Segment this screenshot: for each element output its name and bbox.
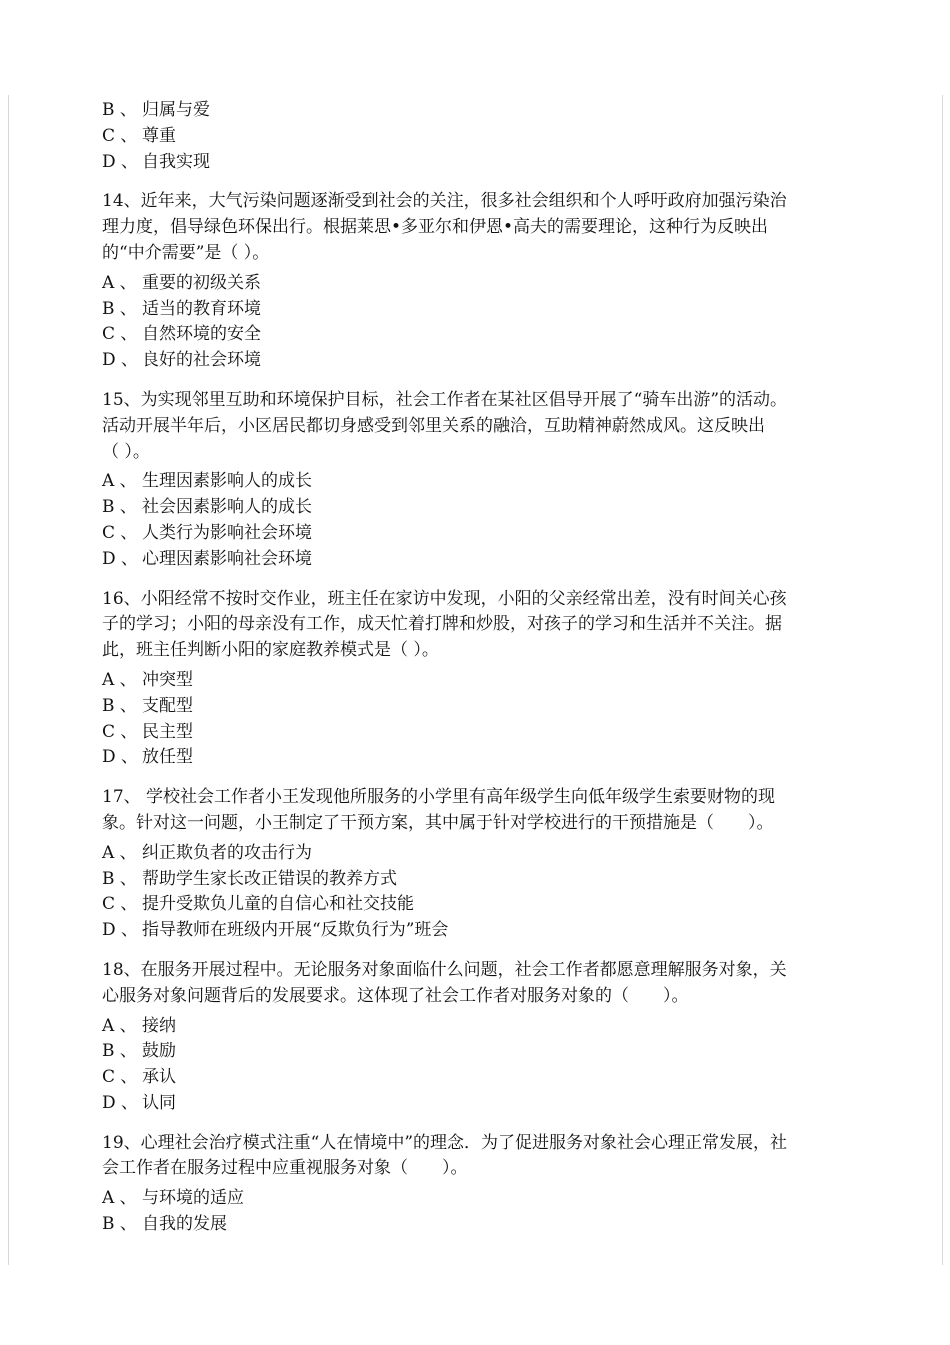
option-letter: C 、 [102,324,138,345]
stem-line: 会工作者在服务过程中应重视服务对象（ ）。 [102,1158,468,1179]
option-letter: B 、 [102,1214,137,1235]
stem-line: 象。针对这一问题，小王制定了干预方案，其中属于针对学校进行的干预措施是（ ）。 [102,812,774,833]
option-row [102,469,842,495]
option-row [102,521,842,547]
option-text: 接纳 [142,1015,176,1036]
stem-line: 的“中介需要”是（ ）。 [102,242,270,263]
option-text: 自我的发展 [142,1214,227,1235]
stem-line: 16、小阳经常不按时交作业，班主任在家访中发现，小阳的父亲经常出差，没有时间关心孩 [102,588,787,609]
question-17 [102,785,842,944]
option-text: 提升受欺负儿童的自信心和社交技能 [142,894,414,915]
stem-line: 18、在服务开展过程中。无论服务对象面临什么问题，社会工作者都愿意理解服务对象，关 [102,959,787,980]
option-row [102,867,842,893]
option-text: 归属与爱 [142,100,210,120]
option-text: 社会因素影响人的成长 [142,497,312,518]
stem-line: 心服务对象问题背后的发展要求。这体现了社会工作者对服务对象的（ ）。 [102,985,689,1006]
option-row [102,694,842,720]
option-text: 人类行为影响社会环境 [142,522,312,543]
option-letter: A 、 [102,272,137,293]
option-letter: C 、 [102,522,138,543]
option-letter: B 、 [102,695,137,716]
option-letter: B 、 [102,497,137,518]
option-letter: A 、 [102,669,137,690]
option-row [102,547,842,573]
option-row [102,918,842,944]
option-letter: B 、 [102,1041,137,1062]
option-letter: D 、 [102,1092,139,1113]
question-stem [102,785,842,837]
option-text: 尊重 [142,125,176,146]
option-letter: A 、 [102,471,137,492]
option-row [102,124,842,150]
option-row [102,841,842,867]
option-text: 认同 [142,1092,176,1113]
option-row [102,98,842,124]
option-text: 放任型 [142,747,193,768]
option-text: 承认 [142,1067,176,1088]
option-letter: B 、 [102,868,137,889]
option-row [102,271,842,297]
option-letter: D 、 [102,350,139,371]
option-letter: C 、 [102,894,138,915]
option-letter: C 、 [102,1067,138,1088]
stem-line: 17、 学校社会工作者小王发现他所服务的小学里有高年级学生向低年级学生索要财物的现 [102,787,776,808]
question-stem [102,189,842,266]
option-letter: D 、 [102,747,139,768]
option-text: 自然环境的安全 [142,324,261,345]
option-text: 民主型 [142,721,193,742]
question-stem [102,587,842,664]
leading-options [102,98,842,175]
question-18 [102,958,842,1117]
option-letter: B 、 [102,298,137,319]
option-row [102,322,842,348]
question-stem [102,388,842,465]
document-page [102,98,842,1238]
question-stem [102,958,842,1010]
stem-line: 子的学习；小阳的母亲没有工作，成天忙着打牌和炒股，对孩子的学习和生活并不关注。据 [102,614,782,635]
option-text: 与环境的适应 [142,1188,244,1209]
page-edge-right [942,95,943,1265]
question-stem [102,1131,842,1183]
option-letter: C 、 [102,721,138,742]
option-row [102,1014,842,1040]
option-letter: A 、 [102,1188,137,1209]
option-text: 纠正欺负者的攻击行为 [142,842,312,863]
option-row [102,1091,842,1117]
option-row [102,745,842,771]
question-14 [102,189,842,374]
option-row [102,348,842,374]
stem-line: 15、为实现邻里互助和环境保护目标，社会工作者在某社区倡导开展了“骑车出游”的活动。 [102,389,788,410]
option-letter: D 、 [102,920,139,941]
option-text: 自我实现 [142,151,210,172]
option-row [102,495,842,521]
option-text: 良好的社会环境 [142,350,261,371]
question-15 [102,388,842,573]
option-row [102,668,842,694]
option-letter: D 、 [102,548,139,569]
option-text: 支配型 [142,695,193,716]
option-text: 适当的教育环境 [142,298,261,319]
option-row [102,150,842,176]
option-text: 心理因素影响社会环境 [142,548,312,569]
stem-line: 19、心理社会治疗模式注重“人在情境中”的理念．为了促进服务对象社会心理正常发展，社 [102,1132,788,1153]
option-row [102,892,842,918]
stem-line: 活动开展半年后，小区居民都切身感受到邻里关系的融洽，互助精神蔚然成风。这反映出 [102,415,765,436]
option-text: 帮助学生家长改正错误的教养方式 [142,868,397,889]
option-row [102,297,842,323]
option-letter: D 、 [102,151,139,172]
option-letter: A 、 [102,1015,137,1036]
option-letter: B 、 [102,100,137,120]
option-text: 鼓励 [142,1041,176,1062]
option-letter: C 、 [102,125,138,146]
question-16 [102,587,842,772]
option-row [102,1039,842,1065]
option-row [102,720,842,746]
option-row [102,1186,842,1212]
page-edge-left [8,95,9,1265]
option-letter: A 、 [102,842,137,863]
option-text: 生理因素影响人的成长 [142,471,312,492]
stem-line: 理力度，倡导绿色环保出行。根据莱思•多亚尔和伊恩•高夫的需要理论，这种行为反映出 [102,217,769,238]
stem-line: （ ）。 [102,441,150,462]
option-text: 冲突型 [142,669,193,690]
option-text: 指导教师在班级内开展“反欺负行为”班会 [142,920,449,941]
stem-line: 14、近年来，大气污染问题逐渐受到社会的关注，很多社会组织和个人呼吁政府加强污染治 [102,191,787,212]
stem-line: 此，班主任判断小阳的家庭教养模式是（ ）。 [102,640,439,661]
option-text: 重要的初级关系 [142,272,261,293]
option-row [102,1212,842,1238]
option-row [102,1065,842,1091]
question-19 [102,1131,842,1238]
